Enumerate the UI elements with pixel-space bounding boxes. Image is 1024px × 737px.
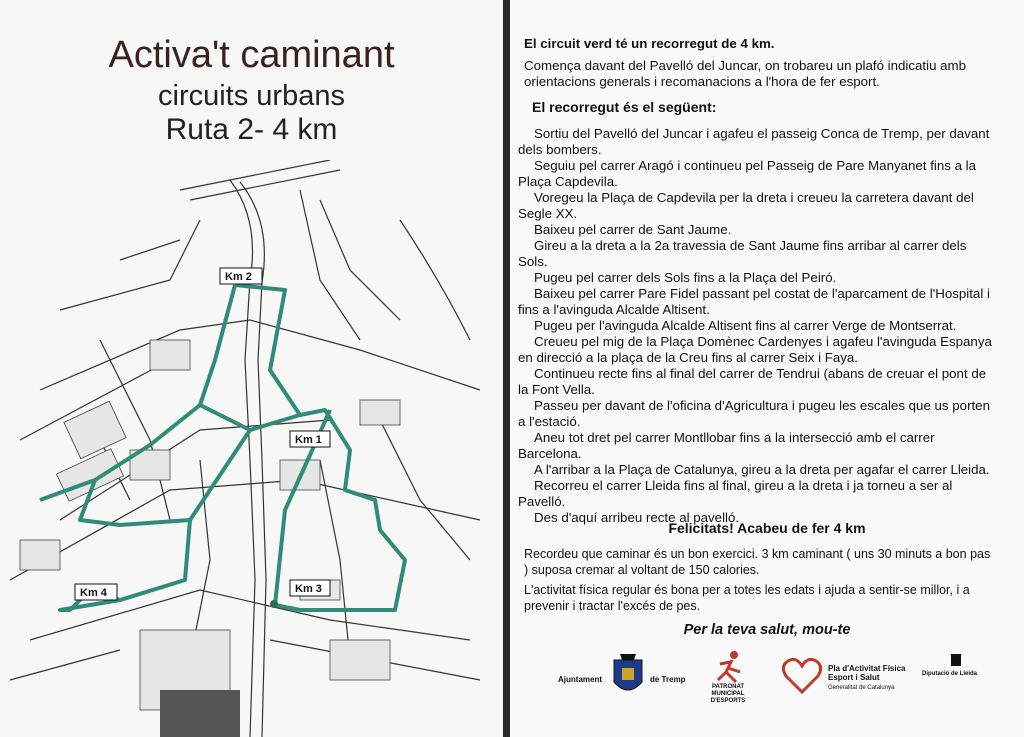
route-step: Continueu recte fins al final del carrer de Tendrui (abans de creuar el pont de la Font Vella. <box>518 366 987 397</box>
start-point <box>270 600 278 608</box>
sponsor-logos <box>550 650 1020 710</box>
tip-paragraph: Recordeu que caminar és un bon exercici. 3 km caminant ( uns 30 minuts a bon pas ) suposa cremar al voltant de 150 calories. <box>524 547 991 577</box>
route-step: Seguiu pel carrer Aragó i continueu pel Passeig de Pare Manyanet fins a la Plaça Capdevila. <box>518 158 977 189</box>
runner-logo-icon <box>710 650 750 684</box>
route-step: Sortiu del Pavelló del Juncar i agafeu el passeig Conca de Tremp, per davant dels bombers. <box>518 126 990 157</box>
tremp-coat-of-arms-icon <box>610 652 646 700</box>
route-step: Gireu a la dreta a la 2a travessia de Sant Jaume fins arribar al carrer dels Sols. <box>518 238 967 269</box>
route-step: Recorreu el carrer Lleida fins al final, gireu a la dreta i ja torneu a ser al Pavelló. <box>518 478 953 509</box>
route-step: Des d'aquí arribeu recte al pavelló. <box>534 510 740 525</box>
km-marker: Km 1 <box>295 434 322 446</box>
pla-activitat-label: Pla d'Activitat Física Esport i Salut <box>828 664 906 682</box>
route-step: Aneu tot dret pel carrer Montllobar fins a la intersecció amb el carrer Barcelona. <box>518 430 935 461</box>
motto: Per la teva salut, mou-te <box>683 622 851 638</box>
km-marker: Km 2 <box>225 271 252 283</box>
ajuntament-label: Ajuntament <box>558 675 602 684</box>
route-step: Pugeu pel carrer dels Sols fins a la Plaça del Peiró. <box>534 270 837 285</box>
intro-paragraph: Comença davant del Pavelló del Juncar, on trobareu un plafó indicatiu amb orientacions generals i recomanacions a l'hora de fer esport. <box>524 58 967 89</box>
km-marker: Km 4 <box>80 587 107 599</box>
intro-line: El circuit verd té un recorregut de 4 km. <box>524 36 775 51</box>
diputacio-label: Diputació de Lleida <box>922 671 978 677</box>
brochure-subtitle: circuits urbans <box>158 80 345 112</box>
section-heading: El recorregut és el següent: <box>532 99 717 115</box>
tremp-label: de Tremp <box>650 675 686 684</box>
route-map <box>0 160 503 737</box>
brochure-title: Activa't caminant <box>108 34 395 76</box>
route-step: Baixeu pel carrer de Sant Jaume. <box>534 222 732 237</box>
congrats-line: Felicitats! Acabeu de fer 4 km <box>668 520 866 536</box>
right-page <box>510 0 1024 737</box>
route-step: Pugeu per l'avinguda Alcalde Altisent fins al carrer Verge de Montserrat. <box>534 318 957 333</box>
route-step: Passeu per davant de l'oficina d'Agricultura i pugeu les escales que us porten a l'estació. <box>518 398 990 429</box>
heart-logo-icon <box>780 656 824 696</box>
building-blocks <box>20 340 400 710</box>
km-marker: Km 3 <box>295 583 322 595</box>
generalitat-label: Generalitat de Catalunya <box>828 685 895 691</box>
health-paragraph: L'activitat física regular és bona per a totes les edats i ajuda a sentir-se millor, i a prevenir i tractar l'excés de pes. <box>524 583 970 613</box>
route-steps <box>518 126 998 526</box>
route-title: Ruta 2- 4 km <box>165 113 338 146</box>
dark-block <box>160 690 240 737</box>
route-step: A l'arribar a la Plaça de Catalunya, gireu a la dreta per agafar el carrer Lleida. <box>534 462 990 477</box>
left-page <box>0 0 503 737</box>
route-step: Baixeu pel carrer Pare Fidel passant pel costat de l'aparcament de l'Hospital i fins a l'avinguda Alcalde Altisent. <box>518 286 990 317</box>
diputacio-emblem-icon <box>948 652 964 668</box>
patronat-label: PATRONAT MUNICIPAL D'ESPORTS <box>710 684 746 704</box>
route-step: Voregeu la Plaça de Capdevila per la dreta i creueu la carretera davant del Segle XX. <box>518 190 974 221</box>
route-step: Creueu pel mig de la Plaça Domènec Cardenyes i agafeu l'avinguda Espanya en direcció a la plaça de la Creu fins al carrer Seix i Faya. <box>518 334 992 365</box>
